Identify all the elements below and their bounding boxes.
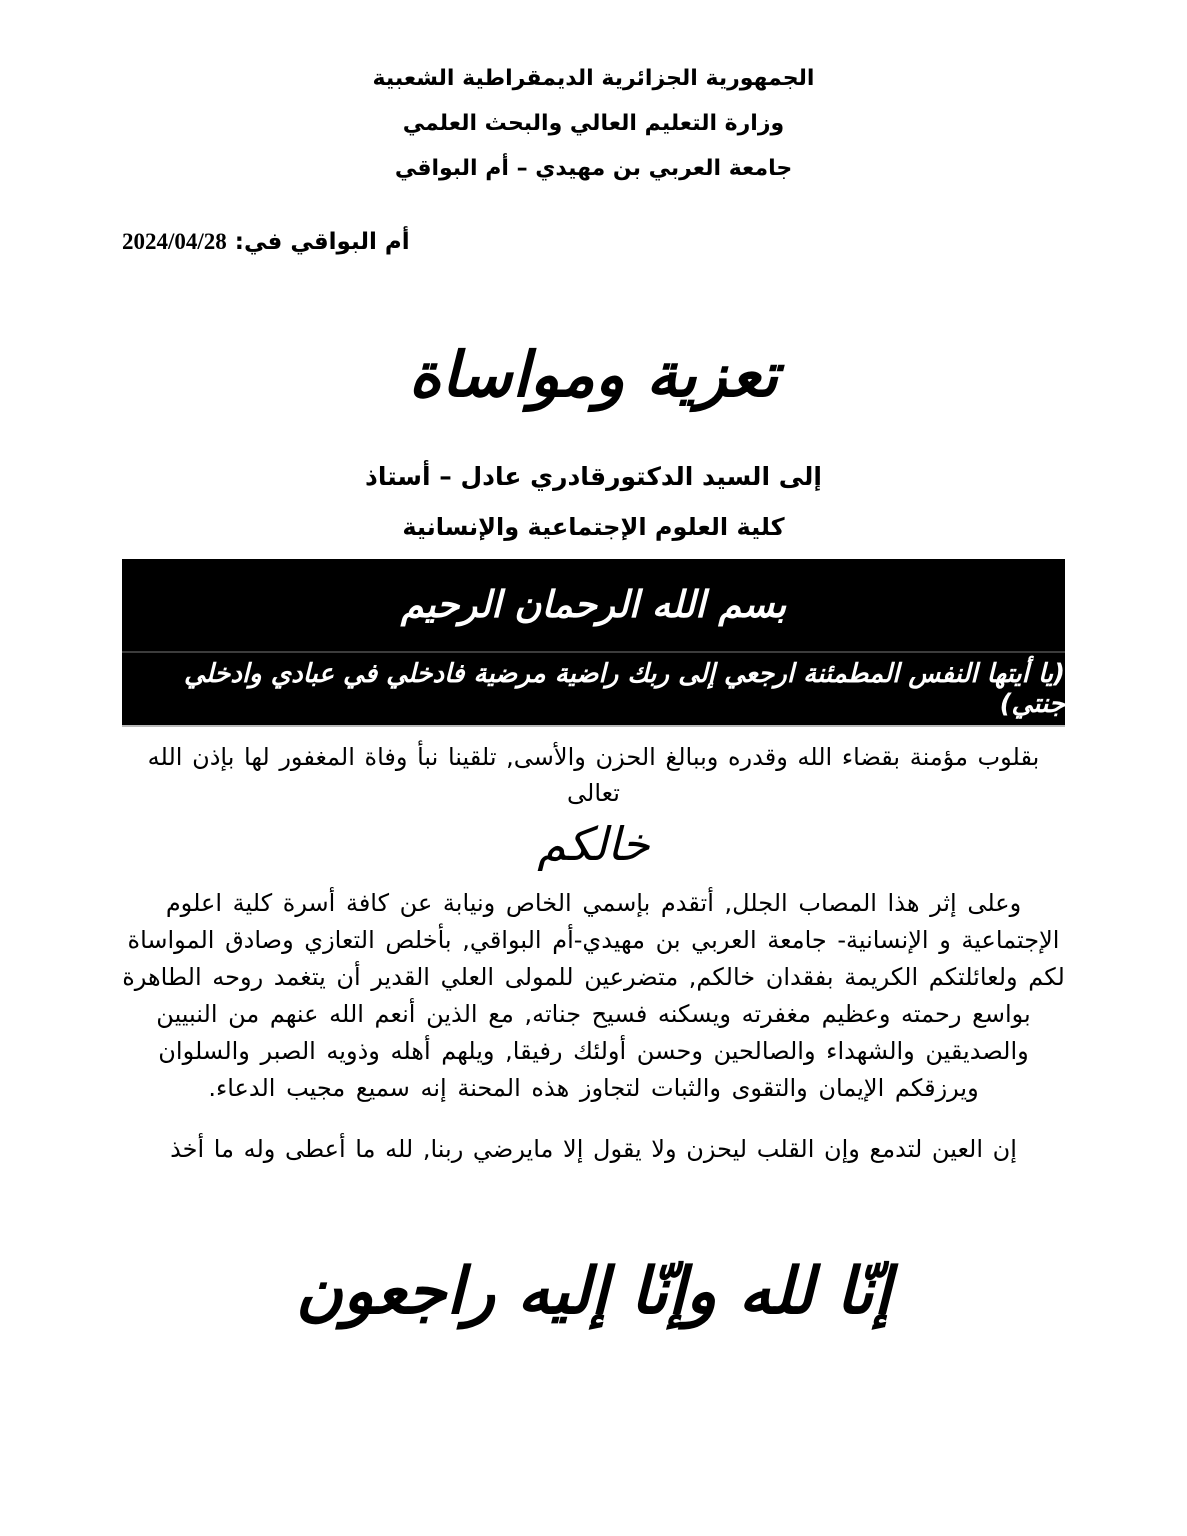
- basmala-text: بسم الله الرحمان الرحيم: [122, 559, 1065, 653]
- condolence-intro-line: بقلوب مؤمنة بقضاء الله وقدره وببالغ الحزن والأسى, تلقينا نبأ وفاة المغفور لها بإذن الله تعالى: [147, 742, 1040, 807]
- header-ministry-line: وزارة التعليم العالي والبحث العلمي: [402, 111, 785, 136]
- header-republic-line: الجمهورية الجزائرية الديمقراطية الشعبية: [372, 66, 815, 91]
- black-mourning-banner: [122, 559, 1065, 727]
- document-title: تعزية ومواساة: [408, 338, 779, 411]
- tear-hadith-line: إن العين لتدمع وإن القلب ليحزن ولا يقول إلا مايرضي ربنا, لله ما أعطى وله ما أخذ: [170, 1134, 1017, 1163]
- quran-verse-text: (يا أيتها النفس المطمئنة ارجعي إلى ربك راضية مرضية فادخلي في عبادي وادخلي جنتي): [184, 658, 1065, 719]
- deceased-relation: خالكم: [537, 816, 650, 871]
- official-header: [122, 56, 1065, 191]
- condolence-paragraph: وعلى إثر هذا المصاب الجلل, أتقدم بإسمي الخاص ونيابة عن كافة أسرة كلية اعلوم الإجتماعية و الإنسانية- جامعة العربي بن مهيدي-أم البواقي, بأخلص التعازي وصادق المواساة لكم ولعائلتكم الكريمة بفقدان خالكم, متضرعين للمولى العلي القدير أن يتغمد روحه الطاهرة بواسع رحمته وعظيم مغفرته ويسكنه فسيح جناته, مع الذين أنعم الله عنهم من النبيين والصديقين والشهداء والصالحين وحسن أولئك رفيقا, ويلهم أهله وذويه الصبر والسلوان ويرزقكم الإيمان والتقوى والثبات لتجاوز هذه المحنة إنه سميع مجيب الدعاء.: [122, 888, 1065, 1102]
- addressee-recipient: إلى السيد الدكتورقادري عادل – أستاذ: [365, 461, 822, 491]
- istirja-calligraphy: إنّا لله وإنّا إليه راجعون: [295, 1254, 892, 1329]
- date-place-label: أم البواقي في:: [234, 229, 410, 255]
- header-university-line: جامعة العربي بن مهيدي – أم البواقي: [394, 156, 793, 181]
- addressee-faculty: كلية العلوم الإجتماعية والإنسانية: [402, 512, 785, 541]
- date-line: [122, 229, 1065, 255]
- date-value: 2024/04/28: [122, 229, 227, 254]
